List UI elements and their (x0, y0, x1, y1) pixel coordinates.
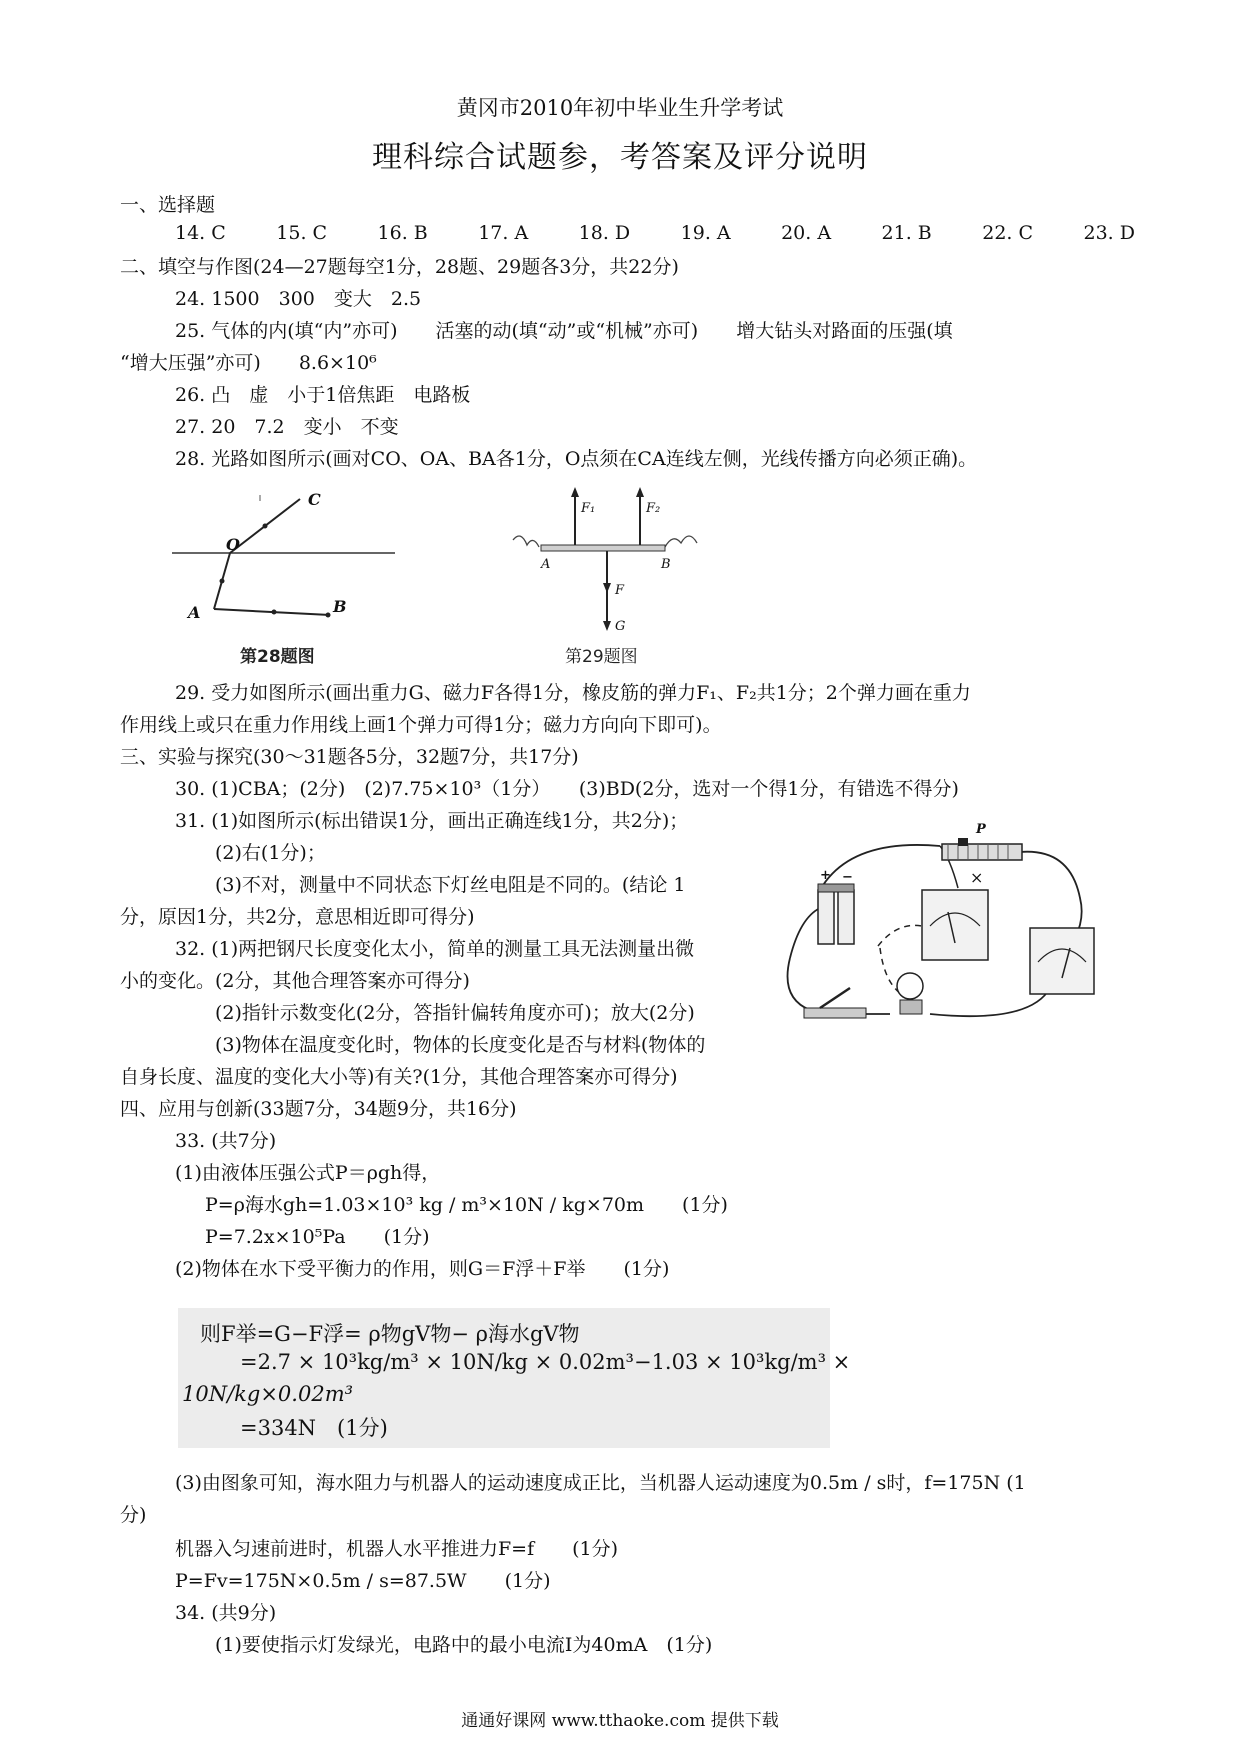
answer-item: 23. D (1083, 222, 1135, 244)
fig28-label-b: B (333, 597, 347, 616)
answer-item: 21. B (881, 222, 932, 244)
q25-answer-line1: 25. 气体的内(填“内”亦可) 活塞的动(填“动”或“机械”亦可) 增大钻头对路面的压强(填 (175, 320, 953, 342)
calculation-image-box (178, 1308, 851, 1448)
figure-28-caption: 第28题图 (240, 647, 315, 667)
fig31-label-cross: × (970, 868, 984, 887)
q33-line7: 机器入匀速前进时，机器人水平推进力F=f (1分) (175, 1538, 619, 1560)
q29-answer-line1: 29. 受力如图所示(画出重力G、磁力F各得1分，橡皮筋的弹力F₁、F₂共1分；2个弹力画在重力 (175, 682, 971, 704)
answer-item: 22. C (982, 222, 1034, 244)
answer-item: 18. D (578, 222, 631, 244)
figure-31-circuit (780, 822, 1120, 1028)
q32-answer-line5: 自身长度、温度的变化大小等)有关?(1分，其他合理答案亦可得分) (120, 1066, 678, 1088)
page-footer: 通通好课网 www.tthaoke.com 提供下载 (461, 1711, 779, 1731)
q30-answer: 30. (1)CBA；(2分) (2)7.75×10³（1分） (3)BD(2分，选对一个得1分，有错选不得分) (175, 778, 959, 800)
q32-answer-line1: 32. (1)两把钢尺长度变化太小，简单的测量工具无法测量出微 (175, 938, 695, 960)
q27-answer: 27. 20 7.2 变小 不变 (175, 416, 399, 438)
q28-answer: 28. 光路如图所示(画对CO、OA、BA各1分，O点须在CA连线左侧，光线传播方向必须正确)。 (175, 448, 978, 470)
q31-answer-line1: 31. (1)如图所示(标出错误1分，画出正确连线1分，共2分)； (175, 810, 689, 832)
fig29-label-g: G (615, 619, 626, 634)
answer-item: 15. C (276, 222, 328, 244)
q32-answer-line2: 小的变化。(2分，其他合理答案亦可得分) (120, 970, 470, 992)
figure-29 (505, 485, 715, 635)
calc-line2: =2.7 × 10³kg/m³ × 10N/kg × 0.02m³−1.03 × 10³kg/m³ × (240, 1350, 851, 1374)
q33-line3: P=7.2x×10⁵Pa (1分) (205, 1226, 430, 1248)
answer-item: 14. C (175, 222, 226, 244)
q33-line2: P=ρ海水gh=1.03×10³ kg / m³×10N / kg×70m (1分) (205, 1194, 728, 1216)
q24-answer: 24. 1500 300 变大 2.5 (175, 288, 422, 310)
q33-line8: P=Fv=175N×0.5m / s=87.5W (1分) (175, 1570, 551, 1592)
q32-answer-line3: (2)指针示数变化(2分，答指针偏转角度亦可)；放大(2分) (215, 1002, 695, 1024)
q34-line1: (1)要使指示灯发绿光，电路中的最小电流I为40mA (1分) (215, 1634, 713, 1656)
fig29-label-f2: F₂ (646, 501, 661, 516)
q34-heading: 34. (共9分) (175, 1602, 277, 1624)
fig29-label-f: F (615, 583, 625, 598)
section2-heading: 二、填空与作图(24—27题每空1分，28题、29题各3分，共22分) (120, 256, 679, 278)
q33-line6: 分) (120, 1504, 147, 1526)
q31-answer-line2: (2)右(1分)； (215, 842, 326, 864)
calc-line3: 10N/kg×0.02m³ (182, 1382, 354, 1406)
fig28-label-o: O (226, 535, 240, 554)
q33-line1: (1)由液体压强公式P＝ρgh得， (175, 1162, 441, 1184)
answer-item: 19. A (680, 222, 731, 244)
fig31-label-p: P (976, 822, 986, 837)
answer-item: 20. A (781, 222, 832, 244)
fig28-label-c: C (308, 490, 321, 509)
q31-answer-line4: 分，原因1分，共2分，意思相近即可得分) (120, 906, 475, 928)
fig31-label-minus: − (842, 870, 853, 885)
fig29-label-f1: F₁ (581, 501, 596, 516)
section4-heading: 四、应用与创新(33题7分，34题9分，共16分) (120, 1098, 517, 1120)
answer-item: 17. A (478, 222, 529, 244)
answer-item: 16. B (377, 222, 428, 244)
fig31-label-plus: + (820, 868, 831, 883)
q26-answer: 26. 凸 虚 小于1倍焦距 电路板 (175, 384, 471, 406)
fig29-label-b: B (661, 557, 671, 572)
figure-28 (170, 485, 410, 625)
exam-title: 黄冈市2010年初中毕业生升学考试 (456, 96, 784, 120)
answer-row (175, 222, 1135, 244)
q33-heading: 33. (共7分) (175, 1130, 277, 1152)
q33-line5: (3)由图象可知，海水阻力与机器人的运动速度成正比，当机器人运动速度为0.5m / s时，f=175N (1 (175, 1472, 1026, 1494)
exam-subtitle: 理科综合试题参，考答案及评分说明 (372, 140, 868, 175)
q31-answer-line3: (3)不对，测量中不同状态下灯丝电阻是不同的。(结论 1 (215, 874, 686, 896)
calc-line1: 则F举=G−F浮= ρ物gV物− ρ海水gV物 (200, 1322, 580, 1346)
section3-heading: 三、实验与探究(30～31题各5分，32题7分，共17分) (120, 746, 579, 768)
section1-heading: 一、选择题 (120, 194, 216, 216)
q32-answer-line4: (3)物体在温度变化时，物体的长度变化是否与材料(物体的 (215, 1034, 706, 1056)
calc-line4: =334N (1分) (240, 1416, 388, 1440)
fig28-label-a: A (188, 603, 201, 622)
q25-answer-line2: “增大压强”亦可) 8.6×10⁶ (120, 352, 377, 374)
fig29-label-a: A (541, 557, 551, 572)
figure-29-caption: 第29题图 (565, 647, 638, 667)
q29-answer-line2: 作用线上或只在重力作用线上画1个弹力可得1分；磁力方向向下即可)。 (120, 714, 722, 736)
q33-line4: (2)物体在水下受平衡力的作用，则G＝F浮＋F举 (1分) (175, 1258, 670, 1280)
